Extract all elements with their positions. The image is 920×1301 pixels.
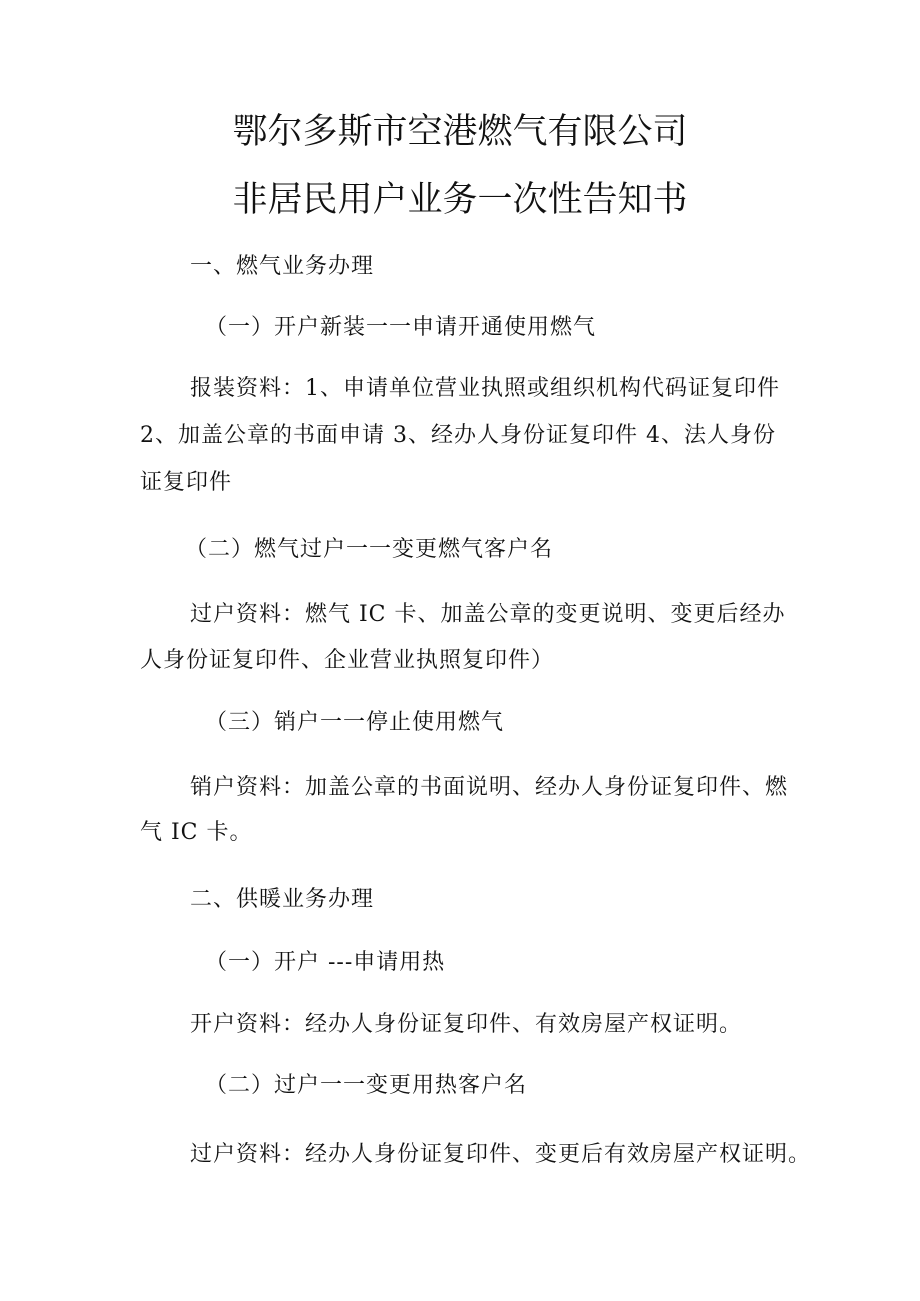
gas-item3-body-line2: 气 IC 卡。 <box>140 820 253 845</box>
document-title-company: 鄂尔多斯市空港燃气有限公司 <box>232 112 688 152</box>
gas-item2-body-line1: 过户资料：燃气 IC 卡、加盖公章的变更说明、变更后经办 <box>190 602 786 627</box>
document-title-notice: 非居民用户业务一次性告知书 <box>232 180 688 220</box>
gas-item1-body-line1: 报装资料：1、申请单位营业执照或组织机构代码证复印件 <box>190 376 780 401</box>
heating-item1-heading: （一）开户 ---申请用热 <box>205 950 446 975</box>
gas-item1-body-line3: 证复印件 <box>140 470 233 495</box>
section-heading-gas: 一、燃气业务办理 <box>190 254 375 279</box>
gas-item1-heading: （一）开户新装一一申请开通使用燃气 <box>205 315 597 340</box>
gas-item1-body-line2: 2、加盖公章的书面申请 3、经办人身份证复印件 4、法人身份 <box>140 423 776 448</box>
gas-item2-body-line2: 人身份证复印件、企业营业执照复印件） <box>140 648 555 673</box>
gas-item3-body-line1: 销户资料：加盖公章的书面说明、经办人身份证复印件、燃 <box>190 775 789 800</box>
heating-item2-body-line1: 过户资料：经办人身份证复印件、变更后有效房屋产权证明。 <box>190 1142 812 1167</box>
gas-item3-heading: （三）销户一一停止使用燃气 <box>205 710 505 735</box>
gas-item2-heading: （二）燃气过户一一变更燃气客户名 <box>185 537 554 562</box>
heating-item1-body-line1: 开户资料：经办人身份证复印件、有效房屋产权证明。 <box>190 1012 743 1037</box>
heating-item2-heading: （二）过户一一变更用热客户名 <box>205 1073 528 1098</box>
section-heading-heating: 二、供暖业务办理 <box>190 887 375 912</box>
